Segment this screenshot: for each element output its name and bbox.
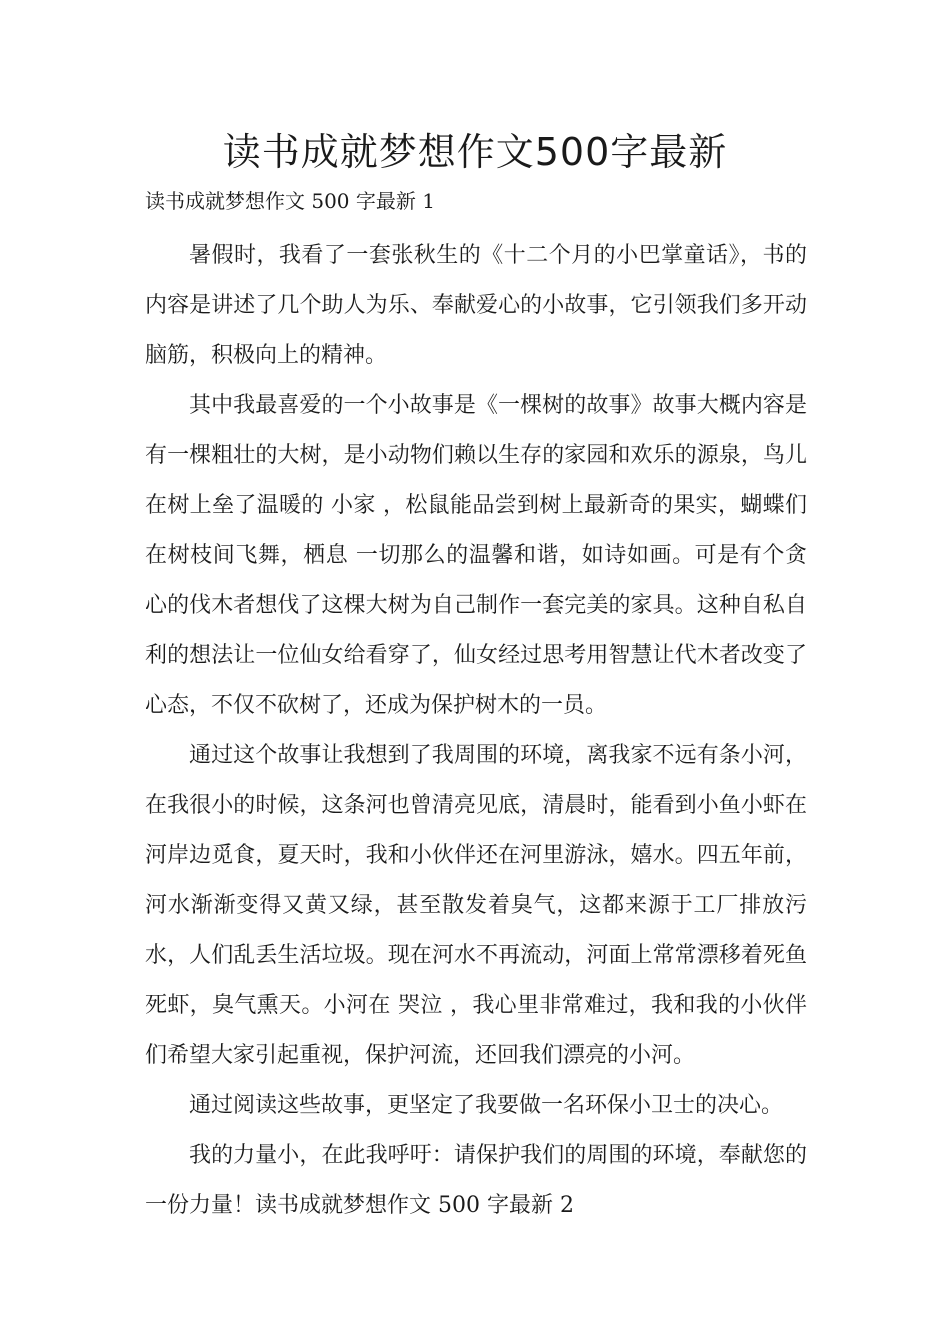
article-body [145,231,807,1231]
paragraph: 我的力量小，在此我呼吁：请保护我们的周围的环境，奉献您的一份力量！读书成就梦想作文 500 字最新 2 [145,1143,807,1218]
document-title: 读书成就梦想作文500字最新 [222,130,728,174]
paragraph: 通过阅读这些故事，更坚定了我要做一名环保小卫士的决心。 [189,1093,784,1118]
paragraph: 暑假时，我看了一套张秋生的《十二个月的小巴掌童话》，书的内容是讲述了几个助人为乐、奉献爱心的小故事，它引领我们多开动脑筋，积极向上的精神。 [145,243,807,368]
paragraph: 通过这个故事让我想到了我周围的环境，离我家不远有条小河，在我很小的时候，这条河也曾清亮见底，清晨时，能看到小鱼小虾在河岸边觅食，夏天时，我和小伙伴还在河里游泳，嬉水。四五年前，河水渐渐变得又黄又绿，甚至散发着臭气，这都来源于工厂排放污水，人们乱丢生活垃圾。现在河水不再流动，河面上常常漂移着死鱼死虾，臭气熏天。小河在 哭泣 ，我心里非常难过，我和我的小伙伴们希望大家引起重视，保护河流，还回我们漂亮的小河。 [145,743,807,1068]
paragraph: 其中我最喜爱的一个小故事是《一棵树的故事》故事大概内容是有一棵粗壮的大树，是小动物们赖以生存的家园和欢乐的源泉，鸟儿在树上垒了温暖的 小家 ，松鼠能品尝到树上最新奇的果实，蝴蝶们在树枝间飞舞，栖息 一切那么的温馨和谐，如诗如画。可是有个贪心的伐木者想伐了这棵大树为自己制作一套完美的家具。这种自私自利的想法让一位仙女给看穿了，仙女经过思考用智慧让代木者改变了心态，不仅不砍树了，还成为保护树木的一员。 [145,393,807,718]
section-heading: 读书成就梦想作文 500 字最新 1 [145,189,435,213]
